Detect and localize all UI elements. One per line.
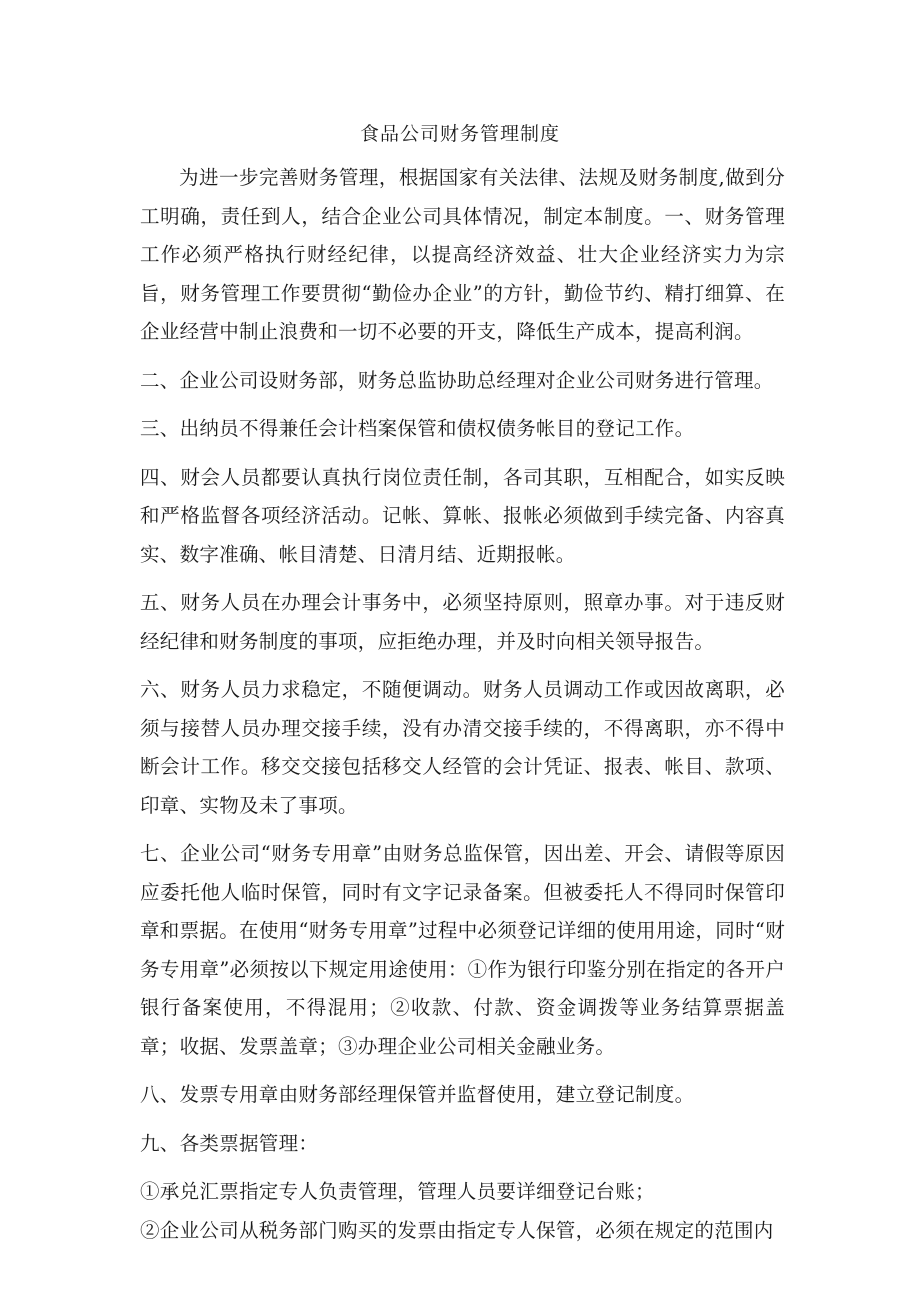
- paragraph-5: 五、财务人员在办理会计事务中，必须坚持原则，照章办事。对于违反财经纪律和财务制度的事项，应拒绝办理，并及时向相关领导报告。: [140, 591, 785, 653]
- paragraph-intro: 为进一步完善财务管理，根据国家有关法律、法规及财务制度,做到分工明确，责任到人，结合企业公司具体情况，制定本制度。一、财务管理工作必须严格执行财经纪律，以提高经济效益、壮大企业经济实力为宗旨，财务管理工作要贯彻“勤俭办企业”的方针，勤俭节约、精打细算、在企业经营中制止浪费和一切不必要的开支，降低生产成本，提高利润。: [140, 166, 785, 343]
- paragraph-8: 八、发票专用章由财务部经理保管并监督使用，建立登记制度。: [140, 1083, 695, 1106]
- paragraph-9-item-2: ②企业公司从税务部门购买的发票由指定专人保管，必须在规定的范围内: [140, 1218, 774, 1242]
- paragraph-2: 二、企业公司设财务部，财务总监协助总经理对企业公司财务进行管理。: [140, 368, 774, 392]
- document-body: [140, 159, 785, 1250]
- paragraph-7: 七、企业公司“财务专用章”由财务总监保管，因出差、开会、请假等原因应委托他人临时保管，同时有文字记录备案。但被委托人不得同时保管印章和票据。在使用“财务专用章”过程中必须登记详细的使用用途，同时“财务专用章”必须按以下规定用途使用：①作为银行印鉴分别在指定的各开户银行备案使用，不得混用；②收款、付款、资金调拨等业务结算票据盖章；收据、发票盖章；③办理企业公司相关金融业务。: [140, 842, 785, 1058]
- paragraph-3: 三、出纳员不得兼任会计档案保管和债权债务帐目的登记工作。: [140, 417, 695, 440]
- paragraph-6: 六、财务人员力求稳定，不随便调动。财务人员调动工作或因故离职，必须与接替人员办理交接手续，没有办清交接手续的，不得离职，亦不得中断会计工作。移交交接包括移交人经管的会计凭证、报表、帐目、款项、印章、实物及未了事项。: [140, 678, 785, 817]
- paragraph-9: 九、各类票据管理：: [140, 1131, 319, 1155]
- paragraph-4: 四、财会人员都要认真执行岗位责任制，各司其职，互相配合，如实反映和严格监督各项经济活动。记帐、算帐、报帐必须做到手续完备、内容真实、数字准确、帐目清楚、日清月结、近期报帐。: [140, 465, 785, 566]
- paragraph-9-item-1: ①承兑汇票指定专人负责管理，管理人员要详细登记台账；: [140, 1180, 655, 1203]
- document-title: 食品公司财务管理制度: [359, 123, 560, 145]
